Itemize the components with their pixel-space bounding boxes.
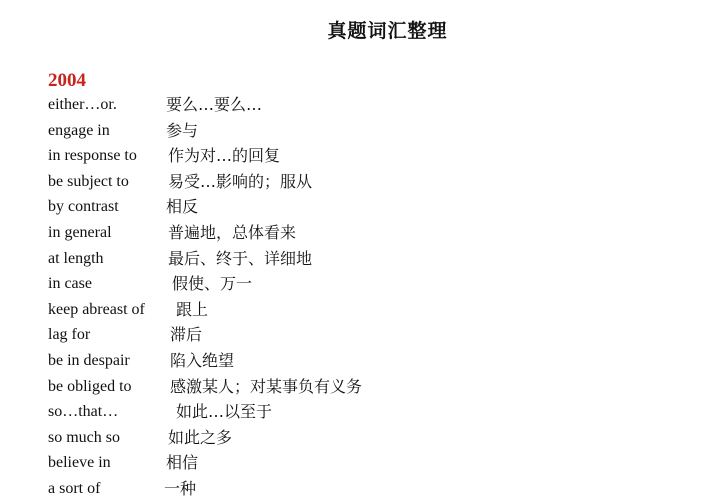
- english-phrase: keep abreast of: [48, 300, 145, 318]
- list-item: [48, 118, 703, 144]
- list-item: [48, 169, 703, 195]
- english-phrase: by contrast: [48, 198, 119, 216]
- list-item: [48, 399, 703, 425]
- list-item: [48, 374, 703, 400]
- chinese-meaning: 相反: [166, 197, 199, 217]
- english-phrase: be obliged to: [48, 377, 132, 395]
- list-item: [48, 271, 703, 297]
- vocab-list: [48, 92, 703, 502]
- english-phrase: be in despair: [48, 351, 130, 369]
- chinese-meaning: 假使、万一: [172, 274, 253, 294]
- chinese-meaning: 最后、终于、详细地: [168, 248, 313, 268]
- english-phrase: be subject to: [48, 172, 129, 190]
- chinese-meaning: 作为对…的回复: [168, 146, 281, 166]
- list-item: [48, 220, 703, 246]
- chinese-meaning: 如此之多: [168, 427, 233, 447]
- list-item: [48, 322, 703, 348]
- english-phrase: a sort of: [48, 479, 101, 497]
- english-phrase: engage in: [48, 121, 110, 139]
- list-item: [48, 425, 703, 451]
- year-heading: 2004: [48, 70, 86, 91]
- chinese-meaning: 陷入绝望: [170, 350, 235, 370]
- chinese-meaning: 感激某人；对某事负有义务: [170, 376, 363, 396]
- list-item: [48, 348, 703, 374]
- list-item: [48, 450, 703, 476]
- english-phrase: either…or.: [48, 96, 117, 113]
- english-phrase: believe in: [48, 454, 111, 472]
- english-phrase: at length: [48, 249, 104, 267]
- chinese-meaning: 要么…要么…: [166, 95, 263, 114]
- list-item: [48, 194, 703, 220]
- list-item: [48, 92, 703, 118]
- list-item: [48, 476, 703, 502]
- english-phrase: in general: [48, 223, 112, 241]
- list-item: [48, 143, 703, 169]
- list-item: [48, 246, 703, 272]
- chinese-meaning: 一种: [164, 478, 197, 498]
- page-title: 真题词汇整理: [327, 20, 448, 42]
- chinese-meaning: 跟上: [176, 299, 209, 319]
- english-phrase: so…that…: [48, 403, 119, 421]
- english-phrase: in case: [48, 275, 92, 293]
- chinese-meaning: 如此…以至于: [176, 402, 273, 422]
- chinese-meaning: 滞后: [170, 325, 203, 345]
- chinese-meaning: 相信: [166, 453, 199, 473]
- chinese-meaning: 参与: [166, 120, 199, 140]
- chinese-meaning: 普遍地，总体看来: [168, 222, 297, 242]
- english-phrase: so much so: [48, 428, 120, 446]
- list-item: [48, 297, 703, 323]
- english-phrase: lag for: [48, 326, 91, 344]
- english-phrase: in response to: [48, 147, 137, 165]
- chinese-meaning: 易受…影响的；服从: [168, 171, 313, 191]
